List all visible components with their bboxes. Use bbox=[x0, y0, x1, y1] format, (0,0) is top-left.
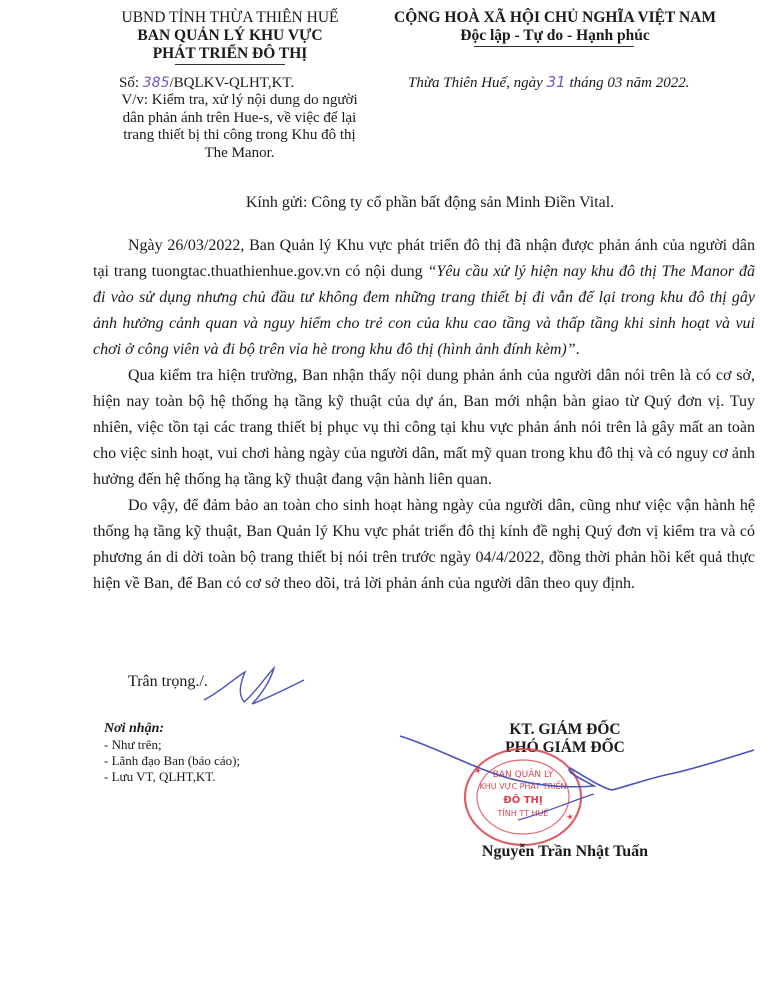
document-number-handwritten: 385 bbox=[142, 75, 170, 91]
national-motto: Độc lập - Tự do - Hạnh phúc bbox=[460, 27, 650, 44]
subject-block bbox=[92, 92, 387, 162]
document-date bbox=[408, 73, 689, 92]
stamp-line-1: BAN QUẢN LÝ bbox=[492, 770, 554, 780]
svg-text:★: ★ bbox=[472, 765, 484, 777]
organization-underline bbox=[175, 64, 285, 65]
recipients-title: Nơi nhận: bbox=[104, 721, 165, 736]
organization-name-line1: BAN QUẢN LÝ KHU VỰC bbox=[137, 27, 323, 44]
issuing-organization bbox=[100, 9, 360, 63]
recipient-item: - Lưu VT, QLHT,KT. bbox=[104, 769, 216, 784]
director-signature bbox=[398, 728, 758, 858]
letter-body bbox=[93, 233, 755, 597]
stamp-line-4: TỈNH TT HUẾ bbox=[497, 809, 549, 818]
paragraph-1 bbox=[93, 233, 755, 363]
subject-line: The Manor. bbox=[204, 144, 275, 161]
subject-line: trang thiết bị thi công trong Khu đô thị bbox=[123, 127, 356, 143]
recipient-item: - Lãnh đạo Ban (báo cáo); bbox=[104, 753, 241, 768]
paragraph-1-end: . bbox=[575, 341, 580, 358]
parent-organization: UBND TỈNH THỪA THIÊN HUẾ bbox=[121, 9, 339, 26]
signature-authority: KT. GIÁM ĐỐC bbox=[509, 721, 621, 738]
stamp-line-3: ĐÔ THỊ bbox=[503, 795, 543, 806]
initials-signature bbox=[200, 662, 310, 710]
subject-line: V/v: Kiểm tra, xử lý nội dung do người bbox=[121, 92, 358, 108]
document-number bbox=[119, 74, 294, 92]
recipient-line: Kính gửi: Công ty cổ phần bất động sản Minh Điền Vital. bbox=[245, 194, 615, 211]
date-day-handwritten: 31 bbox=[546, 73, 566, 91]
country-name: CỘNG HOÀ XÃ HỘI CHỦ NGHĨA VIỆT NAM bbox=[394, 9, 716, 26]
svg-text:★: ★ bbox=[564, 811, 576, 823]
organization-name-line2: PHÁT TRIỂN ĐÔ THỊ bbox=[152, 45, 308, 62]
paragraph-3: Do vậy, để đảm bảo an toàn cho sinh hoạt hàng ngày của người dân, cũng như việc vận hành hệ thống hạ tầng kỹ thuật, Ban Quản lý Khu vực phát triển đô thị kính đề nghị Quý đơn vị kiểm tra và có phương án di dời toàn bộ trang thiết bị nói trên trước ngày 04/4/2022, đồng thời phản hồi kết quả thực hiện về Ban, để Ban có cơ sở theo dõi, trả lời phản ánh của người dân theo quy định. bbox=[93, 497, 755, 592]
date-month-year: tháng 03 năm 2022. bbox=[565, 75, 690, 91]
recipients-list bbox=[104, 721, 240, 785]
signer-name: Nguyễn Trần Nhật Tuấn bbox=[481, 843, 649, 860]
motto-underline bbox=[474, 46, 634, 47]
document-number-suffix: /BQLKV-QLHT,KT. bbox=[169, 75, 295, 91]
subject-line: dân phản ánh trên Hue-s, về việc để lại bbox=[122, 109, 357, 126]
signature-position: PHÓ GIÁM ĐỐC bbox=[505, 739, 625, 756]
citizen-complaint-quote: “Yêu cầu xử lý hiện nay khu đô thị The Manor đã đi vào sử dụng nhưng chủ đầu tư không đem những trang thiết bị đi vẫn để lại trong khu đô thị gây ảnh hưởng cảnh quan và nguy hiểm cho trẻ con của khu cao tầng và thấp tầng khi sinh hoạt và vui chơi ở công viên và đi bộ trên vỉa hè trong khu đô thị (hình ảnh đính kèm)” bbox=[93, 263, 755, 358]
paragraph-2: Qua kiểm tra hiện trường, Ban nhận thấy nội dung phản ánh của người dân nói trên là có cơ sở, hiện nay toàn bộ hệ thống hạ tầng kỹ thuật của dự án, Ban mới nhận bàn giao từ Quý đơn vị. Tuy nhiên, việc tồn tại các trang thiết bị phục vụ thi công tại khu vực phản ánh nói trên là gây mất an toàn cho việc sinh hoạt, vui chơi hàng ngày của người dân, mất mỹ quan trong khu đô thị và có nguy cơ ảnh hưởng đến hệ thống hạ tầng kỹ thuật đang vận hành liên quan. bbox=[93, 367, 755, 488]
national-heading bbox=[365, 9, 745, 45]
stamp-line-2: KHU VỰC PHÁT TRIỂN bbox=[479, 782, 567, 791]
document-number-prefix: Số: bbox=[119, 75, 143, 91]
date-place-prefix: Thừa Thiên Huế, ngày bbox=[408, 75, 547, 91]
paragraph-1-text: Ngày 26/03/2022, Ban Quản lý Khu vực phát triển đô thị đã nhận được phản ánh của người dân tại trang tuongtac.thuathienhue.gov.vn có nội dung bbox=[93, 237, 755, 280]
recipient-item: - Như trên; bbox=[104, 737, 162, 752]
closing-line: Trân trọng./. bbox=[128, 673, 208, 690]
